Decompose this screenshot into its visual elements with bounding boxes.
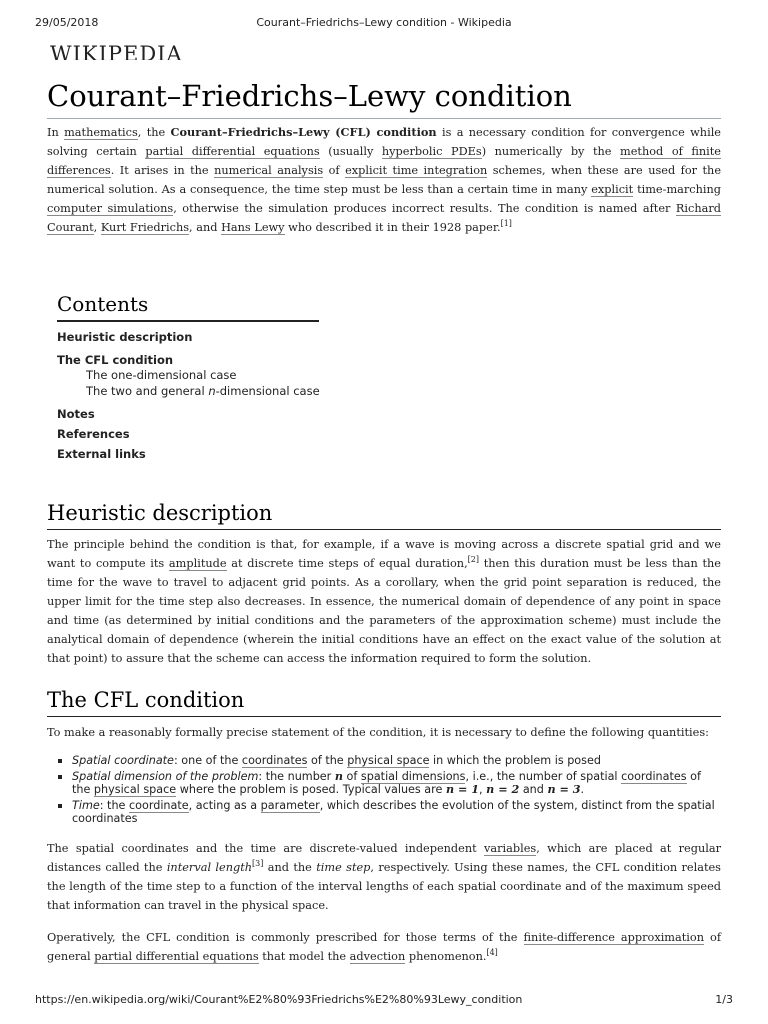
toc-item-heuristic-description[interactable]: Heuristic description xyxy=(57,330,193,344)
list-item-spatial-dimension: Spatial dimension of the problem: the number n of spatial dimensions, i.e., the number of spatial coordinates of the physical space where the problem is posed. Typical values are n = 1, n = 2 and n = 3. xyxy=(72,770,721,797)
logo-text: WIKIPEDIA xyxy=(50,42,183,60)
link-physical-space-2[interactable]: physical space xyxy=(93,783,177,796)
cfl-intro-paragraph: To make a reasonably formally precise statement of the condition, it is necessary to define the following quantities: xyxy=(47,726,709,739)
link-partial-differential-equations-2[interactable]: partial differential equations xyxy=(94,950,259,963)
link-explicit[interactable]: explicit xyxy=(591,183,634,196)
wikipedia-logo[interactable] xyxy=(50,38,183,60)
print-page-title: Courant–Friedrichs–Lewy condition - Wikipedia xyxy=(256,16,512,29)
toc-item-notes[interactable]: Notes xyxy=(57,407,95,421)
list-item-spatial-coordinate: Spatial coordinate: one of the coordinates of the physical space in which the problem is posed xyxy=(72,754,721,768)
link-numerical-analysis[interactable]: numerical analysis xyxy=(214,164,324,177)
heading-heuristic-description: Heuristic description xyxy=(47,500,721,530)
link-coordinates-2[interactable]: coordinates xyxy=(621,769,687,783)
link-variables[interactable]: variables xyxy=(484,842,537,855)
print-url: https://en.wikipedia.org/wiki/Courant%E2%80%93Friedrichs%E2%80%93Lewy_condition xyxy=(35,993,523,1006)
link-coordinate[interactable]: coordinate xyxy=(128,798,189,812)
page-title: Courant–Friedrichs–Lewy condition xyxy=(47,80,721,119)
link-spatial-dimensions[interactable]: spatial dimensions xyxy=(360,769,466,783)
toc-item-external-links[interactable]: External links xyxy=(57,447,146,461)
link-explicit-time-integration[interactable]: explicit time integration xyxy=(345,164,488,177)
ref-3[interactable]: [3] xyxy=(252,859,264,869)
link-physical-space[interactable]: physical space xyxy=(347,754,430,767)
link-richard-courant[interactable]: Richard Courant xyxy=(47,202,721,234)
toc-item-cfl-condition[interactable]: The CFL condition xyxy=(57,353,174,367)
link-computer-simulations[interactable]: computer simulations xyxy=(47,202,174,215)
intro-paragraph: In mathematics, the Courant–Friedrichs–Lewy (CFL) condition is a necessary condition for convergence while solving certain partial differential equations (usually hyperbolic PDEs) numerically by the method of finite differences. It arises in the numerical analysis of explicit time integration schemes, when these are used for the numerical solution. As a consequence, the time step must be less than a certain time in many explicit time-marching computer simulations, otherwise the simulation produces incorrect results. The condition is named after Richard Courant, Kurt Friedrichs, and Hans Lewy who described it in their 1928 paper.[1] xyxy=(47,125,722,234)
quantities-list xyxy=(47,754,721,828)
ref-4[interactable]: [4] xyxy=(486,948,498,958)
ref-1[interactable]: [1] xyxy=(500,219,512,229)
table-of-contents xyxy=(57,292,327,461)
print-page-number: 1/3 xyxy=(715,993,733,1006)
toc-item-one-dimensional-case[interactable]: The one-dimensional case xyxy=(86,368,237,382)
heuristic-paragraph: The principle behind the condition is that, for example, if a wave is moving across a discrete spatial grid and we want to compute its amplitude at discrete time steps of equal duration,[2] then this duration must be less than the time for the wave to travel to adjacent grid points. As a corollary, when the grid point separation is reduced, the upper limit for the time step also decreases. In essence, the numerical domain of dependence of any point in space and time (as determined by initial conditions and the parameters of the approximation scheme) must include the analytical domain of dependence (wherein the initial conditions have an effect on the exact value of the solution at that point) to assure that the scheme can access the information required to form the solution. xyxy=(47,538,721,665)
toc-item-general-dimensional-case[interactable]: The two and general n-dimensional case xyxy=(86,384,320,398)
list-item-time: Time: the coordinate, acting as a parameter, which describes the evolution of the system, distinct from the spatial coordinates xyxy=(72,799,721,826)
cfl-paragraph-2: The spatial coordinates and the time are discrete-valued independent variables, which are placed at regular distances called the interval length[3] and the time step, respectively. Using these names, the CFL condition relates the length of the time step to a function of the interval lengths of each spatial coordinate and of the maximum speed that information can travel in the physical space. xyxy=(47,842,721,912)
link-kurt-friedrichs[interactable]: Kurt Friedrichs xyxy=(100,221,190,234)
link-advection[interactable]: advection xyxy=(349,950,406,963)
link-method-of-finite-differences[interactable]: method of finite differences xyxy=(47,145,721,177)
heading-cfl-condition: The CFL condition xyxy=(47,687,721,717)
toc-title: Contents xyxy=(57,292,319,322)
cfl-paragraph-3: Operatively, the CFL condition is commonly prescribed for those terms of the finite-difference approximation of general partial differential equations that model the advection phenomenon.[4] xyxy=(47,931,721,963)
toc-item-references[interactable]: References xyxy=(57,427,130,441)
link-parameter[interactable]: parameter xyxy=(260,798,320,812)
link-amplitude[interactable]: amplitude xyxy=(168,557,227,570)
print-date: 29/05/2018 xyxy=(35,16,99,29)
link-finite-difference-approximation[interactable]: finite-difference approximation xyxy=(523,931,704,944)
link-mathematics[interactable]: mathematics xyxy=(64,126,138,139)
link-hans-lewy[interactable]: Hans Lewy xyxy=(221,221,285,234)
link-hyperbolic-pdes[interactable]: hyperbolic PDEs xyxy=(381,145,482,158)
link-partial-differential-equations[interactable]: partial differential equations xyxy=(145,145,320,158)
link-coordinates[interactable]: coordinates xyxy=(241,754,308,767)
ref-2[interactable]: [2] xyxy=(467,555,479,565)
